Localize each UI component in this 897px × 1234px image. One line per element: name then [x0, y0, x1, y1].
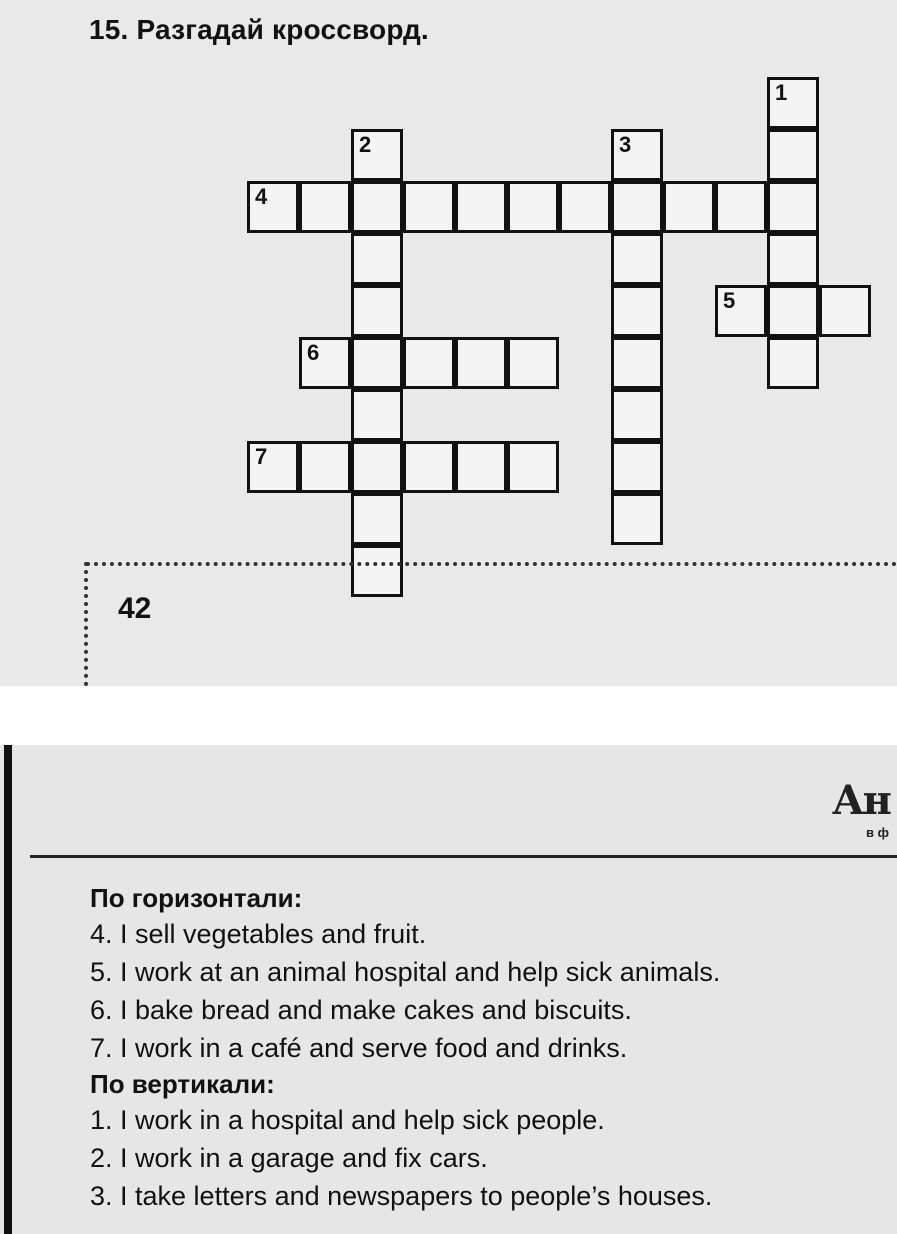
crossword-cell[interactable]: [351, 545, 403, 597]
workbook-page-bottom: [0, 745, 897, 1234]
crossword-cell[interactable]: [767, 129, 819, 181]
page-edge-rule: [4, 745, 12, 1234]
clue-down-1: 1. I work in a hospital and help sick people.: [90, 1105, 605, 1135]
crossword-cell[interactable]: [767, 181, 819, 233]
down-heading: По вертикали:: [90, 1069, 275, 1099]
crossword-cell[interactable]: [611, 181, 663, 233]
crossword-cell[interactable]: [507, 181, 559, 233]
clue-across-4: 4. I sell vegetables and fruit.: [90, 919, 427, 949]
crossword-cell[interactable]: [611, 389, 663, 441]
crossword-cell[interactable]: [611, 441, 663, 493]
crossword-cell[interactable]: [611, 129, 663, 181]
header-rule: [30, 855, 897, 858]
crossword-cell[interactable]: [351, 493, 403, 545]
page-number: 42: [118, 592, 152, 625]
clue-number: 5: [723, 288, 736, 313]
crossword-cell[interactable]: [507, 441, 559, 493]
clue-number: 7: [255, 444, 268, 469]
exercise-title: 15. Разгадай кроссворд.: [89, 14, 429, 45]
crossword-cell[interactable]: [715, 181, 767, 233]
crossword-cell[interactable]: [299, 337, 351, 389]
crossword-cell[interactable]: [455, 181, 507, 233]
crossword-cell[interactable]: [247, 181, 299, 233]
across-heading: По горизонтали:: [90, 883, 303, 913]
crossword-cell[interactable]: [507, 337, 559, 389]
crossword-cell[interactable]: [351, 285, 403, 337]
clue-down-2: 2. I work in a garage and fix cars.: [90, 1143, 488, 1173]
page-divider-vertical: [84, 562, 88, 686]
crossword-cell[interactable]: [299, 181, 351, 233]
clue-number: 2: [359, 132, 372, 157]
crossword-cell[interactable]: [611, 233, 663, 285]
clue-number: 4: [255, 184, 268, 209]
clue-across-5: 5. I work at an animal hospital and help sick animals.: [90, 957, 721, 987]
crossword-cell[interactable]: [611, 493, 663, 545]
crossword-cell[interactable]: [715, 285, 767, 337]
publisher-logo-subtext: в ф: [866, 825, 889, 840]
crossword-cell[interactable]: [403, 337, 455, 389]
crossword-cell[interactable]: [351, 441, 403, 493]
publisher-logo: Ан: [832, 777, 890, 824]
crossword-cell[interactable]: [767, 77, 819, 129]
crossword-cell[interactable]: [403, 181, 455, 233]
crossword-cell[interactable]: [403, 441, 455, 493]
crossword-cell[interactable]: [455, 337, 507, 389]
crossword-cell[interactable]: [351, 129, 403, 181]
page-divider: [86, 562, 897, 566]
crossword-cell[interactable]: [247, 441, 299, 493]
crossword-cell[interactable]: [767, 337, 819, 389]
crossword-cell[interactable]: [351, 181, 403, 233]
crossword-cell[interactable]: [611, 285, 663, 337]
crossword-cell[interactable]: [351, 389, 403, 441]
clue-number: 1: [775, 80, 788, 105]
clue-across-6: 6. I bake bread and make cakes and biscuits.: [90, 995, 632, 1025]
crossword-cell[interactable]: [767, 233, 819, 285]
crossword-cell[interactable]: [663, 181, 715, 233]
crossword-cell[interactable]: [351, 337, 403, 389]
clues-section: [90, 881, 720, 1215]
crossword-cell[interactable]: [767, 285, 819, 337]
clue-number: 6: [307, 340, 320, 365]
crossword-cell[interactable]: [819, 285, 871, 337]
clue-across-7: 7. I work in a café and serve food and drinks.: [90, 1033, 628, 1063]
crossword-cell[interactable]: [559, 181, 611, 233]
clue-down-3: 3. I take letters and newspapers to people’s houses.: [90, 1181, 713, 1211]
crossword-cell[interactable]: [455, 441, 507, 493]
crossword-cell[interactable]: [351, 233, 403, 285]
crossword-cell[interactable]: [611, 337, 663, 389]
crossword-cell[interactable]: [299, 441, 351, 493]
clue-number: 3: [619, 132, 632, 157]
